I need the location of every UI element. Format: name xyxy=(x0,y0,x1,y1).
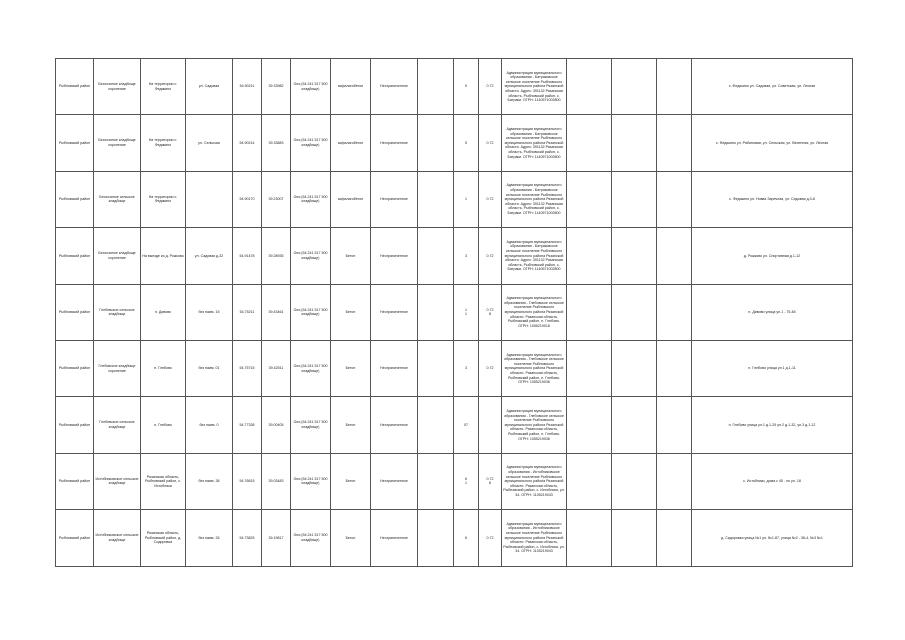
table-row xyxy=(56,228,853,284)
residents-cell: п. Дивово улица ул.1 - 75-84 xyxy=(692,284,853,340)
extra-cell xyxy=(612,340,657,396)
coordinates-cell: Geo:(54.241 517 500 кладбище) xyxy=(291,115,331,171)
longitude-cell: 39.23007 xyxy=(262,171,291,227)
burial-type-cell: Неограниченное xyxy=(371,171,418,227)
coordinates-cell: Geo:(54.241 517 500 кладбище) xyxy=(291,340,331,396)
extra-cell xyxy=(612,397,657,453)
extra-cell xyxy=(567,228,612,284)
coordinates-cell: Geo:(54.241 517 500 кладбище) xyxy=(291,228,331,284)
extra-cell xyxy=(657,397,692,453)
capacity-cell: 0.72 xyxy=(479,510,502,566)
table-row xyxy=(56,115,853,171)
fence-material-cell: Бетон xyxy=(331,228,371,284)
longitude-cell: 39.00405 xyxy=(262,397,291,453)
extra-cell xyxy=(657,510,692,566)
residents-cell: п. Глебово улица ул.1 д.1-29 ул.2 д.1-32, ул.3 д.1-12 xyxy=(692,397,853,453)
residents-cell: п. Глебово улица ул.1 д.1-11 xyxy=(692,340,853,396)
owner-cell: Администрация муниципального образования - Истобниковское сельское поселение Рыбновского муниципального района Рязанской области. Рязанская область, Рыбновский район, с. Истобники, ул. 34. ОГРН: 1105219043 xyxy=(502,453,567,509)
latitude-cell: 54.90170 xyxy=(233,171,262,227)
owner-cell: Администрация муниципального образования - Глебовское сельское поселение Рыбновского муниципального района Рязанской области. Рязанская область, Рыбновский район, п. Глебово. ОГРН: 1055219018 xyxy=(502,284,567,340)
extra-cell xyxy=(657,171,692,227)
capacity-cell xyxy=(479,397,502,453)
fence-material-cell: Бетон xyxy=(331,340,371,396)
street-cell: без наим. 15 xyxy=(186,284,233,340)
table-row xyxy=(56,397,853,453)
capacity-cell: 0.72 xyxy=(479,171,502,227)
longitude-cell: 39.19817 xyxy=(262,510,291,566)
fence-material-cell: Бетон xyxy=(331,453,371,509)
extra-cell xyxy=(657,59,692,115)
coordinates-cell: Geo:(54.241 517 500 кладбище) xyxy=(291,284,331,340)
residents-cell: с. Федякино ул. Новая Заречная, ул. Садовая д.3-8 xyxy=(692,171,853,227)
area-cell: 5 xyxy=(454,115,479,171)
extra-cell xyxy=(612,453,657,509)
locality-cell: На территории с. Федякино xyxy=(141,171,186,227)
owner-cell: Администрация муниципального образования - Глебовское сельское поселение Рыбновского муниципального района Рязанской области. Рязанская область, Рыбновский район, п. Глебово. ОГРН: 1055219036 xyxy=(502,397,567,453)
latitude-cell: 54.90214 xyxy=(233,115,262,171)
cemetery-registry-table xyxy=(55,58,853,567)
burial-type-cell: Неограниченное xyxy=(371,510,418,566)
fence-material-cell: Бетон xyxy=(331,397,371,453)
owner-cell: Администрация муниципального образования - Батраковское сельское поселение Рыбновского муниципального района Рязанской области. Адрес: 391132 Рязанская область, Рыбновский район, с. Батраки. ОГРН: 1140571002800 xyxy=(502,115,567,171)
extra-cell xyxy=(612,228,657,284)
burial-type-cell: Неограниченное xyxy=(371,340,418,396)
capacity-cell: 0.72 xyxy=(479,340,502,396)
table-row xyxy=(56,453,853,509)
residents-cell: с. Истобники, дома с 45 - по ул. 18 xyxy=(692,453,853,509)
blank-cell xyxy=(418,59,454,115)
table-row xyxy=(56,510,853,566)
latitude-cell: 54.91478 xyxy=(233,228,262,284)
latitude-cell: 54.73825 xyxy=(233,510,262,566)
area-cell: 07 xyxy=(454,397,479,453)
extra-cell xyxy=(567,115,612,171)
locality-cell: На территории с. Федякино xyxy=(141,115,186,171)
area-cell: 6 1 xyxy=(454,453,479,509)
extra-cell xyxy=(567,453,612,509)
capacity-cell: 0.72 xyxy=(479,228,502,284)
purpose-cell: Бесхозяное сельское кладбище xyxy=(94,171,141,227)
purpose-cell: Глебовское сельское кладбище xyxy=(94,284,141,340)
district-cell: Рыбновский район xyxy=(56,228,94,284)
coordinates-cell: Geo:(54.241 517 500 кладбище) xyxy=(291,397,331,453)
blank-cell xyxy=(418,171,454,227)
coordinates-cell: Geo:(54.241 517 500 кладбище) xyxy=(291,510,331,566)
blank-cell xyxy=(418,115,454,171)
latitude-cell: 54.76815 xyxy=(233,453,262,509)
street-cell: ул. Сельская xyxy=(186,115,233,171)
extra-cell xyxy=(612,115,657,171)
burial-type-cell: Неограниченное xyxy=(371,59,418,115)
extra-cell xyxy=(567,340,612,396)
locality-cell: На территории с. Федякино xyxy=(141,59,186,115)
fence-material-cell: асфальтобетон xyxy=(331,59,371,115)
burial-type-cell: Неограниченное xyxy=(371,397,418,453)
district-cell: Рыбновский район xyxy=(56,340,94,396)
extra-cell xyxy=(567,284,612,340)
extra-cell xyxy=(657,453,692,509)
street-cell: ул. Садовая д.32 xyxy=(186,228,233,284)
extra-cell xyxy=(612,284,657,340)
extra-cell xyxy=(657,284,692,340)
owner-cell: Администрация муниципального образования - Глебовское сельское поселение Рыбновского муниципального района Рязанской области. Рязанская область, Рыбновский район, п. Глебово. ОГРН: 1055219036 xyxy=(502,340,567,396)
longitude-cell: 39.42511 xyxy=(262,340,291,396)
fence-material-cell: Бетон xyxy=(331,510,371,566)
blank-cell xyxy=(418,397,454,453)
area-cell: 1 1 xyxy=(454,284,479,340)
longitude-cell: 39.43461 xyxy=(262,284,291,340)
table-row xyxy=(56,171,853,227)
area-cell: 3 xyxy=(454,340,479,396)
area-cell: 6 xyxy=(454,510,479,566)
blank-cell xyxy=(418,453,454,509)
blank-cell xyxy=(418,284,454,340)
residents-cell: д. Сидоровка улица №1 ул. №1-87, улица №2 - 36-4, №3 №1 xyxy=(692,510,853,566)
latitude-cell: 54.77338 xyxy=(233,397,262,453)
area-cell: 5 xyxy=(454,59,479,115)
owner-cell: Администрация муниципального образования - Батраковское сельское поселение Рыбновского муниципального района Рязанской области. Адрес: 391132 Рязанская область, Рыбновский район, с. Батраки. ОГРН: 1140571002800 xyxy=(502,228,567,284)
fence-material-cell: асфальтобетон xyxy=(331,115,371,171)
locality-cell: На выезде из д. Рожково xyxy=(141,228,186,284)
burial-type-cell: Неограниченное xyxy=(371,453,418,509)
district-cell: Рыбновский район xyxy=(56,397,94,453)
district-cell: Рыбновский район xyxy=(56,284,94,340)
locality-cell: Рязанская область, Рыбновский район, д. Сидоровка xyxy=(141,510,186,566)
purpose-cell: Бесхозяное кладбище хоронение xyxy=(94,228,141,284)
owner-cell: Администрация муниципального образования - Батраковское сельское поселение Рыбновского муниципального района Рязанской области. Адрес: 391132 Рязанская область, Рыбновский район, с. Батраки. ОГРН: 1140571002800 xyxy=(502,171,567,227)
district-cell: Рыбновский район xyxy=(56,453,94,509)
street-cell: ул. Садовая xyxy=(186,59,233,115)
purpose-cell: Истобниковское сельское кладбище xyxy=(94,453,141,509)
extra-cell xyxy=(657,115,692,171)
street-cell: без наим. 0 xyxy=(186,397,233,453)
latitude-cell: 54.90211 xyxy=(233,59,262,115)
street-cell xyxy=(186,171,233,227)
street-cell: без наим. 38 xyxy=(186,453,233,509)
capacity-cell: 0.72 8 xyxy=(479,453,502,509)
fence-material-cell: асфальтобетон xyxy=(331,171,371,227)
locality-cell: п. Дивово xyxy=(141,284,186,340)
area-cell: 3 xyxy=(454,228,479,284)
table-body xyxy=(56,59,853,567)
burial-type-cell: Неограниченное xyxy=(371,228,418,284)
owner-cell: Администрация муниципального образования - Батраковское сельское поселение Рыбновского муниципального района Рязанской области. Адрес: 391132 Рязанская область, Рыбновский район, с. Батраки. ОГРН: 1140571002800 xyxy=(502,59,567,115)
street-cell: без наим. 26 xyxy=(186,510,233,566)
purpose-cell: Истобниковское сельское кладбище xyxy=(94,510,141,566)
extra-cell xyxy=(657,340,692,396)
district-cell: Рыбновский район xyxy=(56,115,94,171)
area-cell: 1 xyxy=(454,171,479,227)
extra-cell xyxy=(567,510,612,566)
extra-cell xyxy=(567,171,612,227)
extra-cell xyxy=(612,171,657,227)
purpose-cell: Бесхозяное кладбище хоронение xyxy=(94,59,141,115)
capacity-cell: 0.72 xyxy=(479,59,502,115)
residents-cell: с. Федякино ул. Рябиновая, ул. Сельская, ул. Весенняя, ул. Лесная xyxy=(692,115,853,171)
longitude-cell: 39.33883 xyxy=(262,115,291,171)
residents-cell: с. Федякино ул. Садовая, ул. Советская, ул. Лесная xyxy=(692,59,853,115)
district-cell: Рыбновский район xyxy=(56,510,94,566)
locality-cell: Рязанская область, Рыбновский район, с. Истобники xyxy=(141,453,186,509)
district-cell: Рыбновский район xyxy=(56,171,94,227)
coordinates-cell: Geo:(54.241 517 500 кладбище) xyxy=(291,59,331,115)
blank-cell xyxy=(418,340,454,396)
longitude-cell: 39.33982 xyxy=(262,59,291,115)
latitude-cell: 54.75211 xyxy=(233,284,262,340)
capacity-cell: 0.72 8 xyxy=(479,284,502,340)
extra-cell xyxy=(567,397,612,453)
locality-cell: п. Глебово xyxy=(141,340,186,396)
district-cell: Рыбновский район xyxy=(56,59,94,115)
extra-cell xyxy=(612,59,657,115)
street-cell: без наим. 01 xyxy=(186,340,233,396)
locality-cell: п. Глебово xyxy=(141,397,186,453)
capacity-cell: 0.72 xyxy=(479,115,502,171)
longitude-cell: 39.28935 xyxy=(262,228,291,284)
purpose-cell: Бесхозяное кладбище хоронение xyxy=(94,115,141,171)
purpose-cell: Глебовское кладбище хоронение xyxy=(94,340,141,396)
coordinates-cell: Geo:(54.241 517 500 кладбище) xyxy=(291,453,331,509)
purpose-cell: Глебовское сельское кладбище xyxy=(94,397,141,453)
blank-cell xyxy=(418,510,454,566)
longitude-cell: 39.03483 xyxy=(262,453,291,509)
extra-cell xyxy=(612,510,657,566)
latitude-cell: 54.75715 xyxy=(233,340,262,396)
owner-cell: Администрация муниципального образования - Истобниковское сельское поселение Рыбновского муниципального района Рязанской области. Рязанская область, Рыбновский район, с. Истобники, ул. 34. ОГРН: 1105219043 xyxy=(502,510,567,566)
table-row xyxy=(56,284,853,340)
extra-cell xyxy=(657,228,692,284)
coordinates-cell: Geo:(54.241 517 500 кладбище) xyxy=(291,171,331,227)
blank-cell xyxy=(418,228,454,284)
table-row xyxy=(56,340,853,396)
residents-cell: д. Рожково ул. Спортивная д.1-12 xyxy=(692,228,853,284)
burial-type-cell: Неограниченное xyxy=(371,284,418,340)
extra-cell xyxy=(567,59,612,115)
burial-type-cell: Неограниченное xyxy=(371,115,418,171)
table-row xyxy=(56,59,853,115)
fence-material-cell: Бетон xyxy=(331,284,371,340)
